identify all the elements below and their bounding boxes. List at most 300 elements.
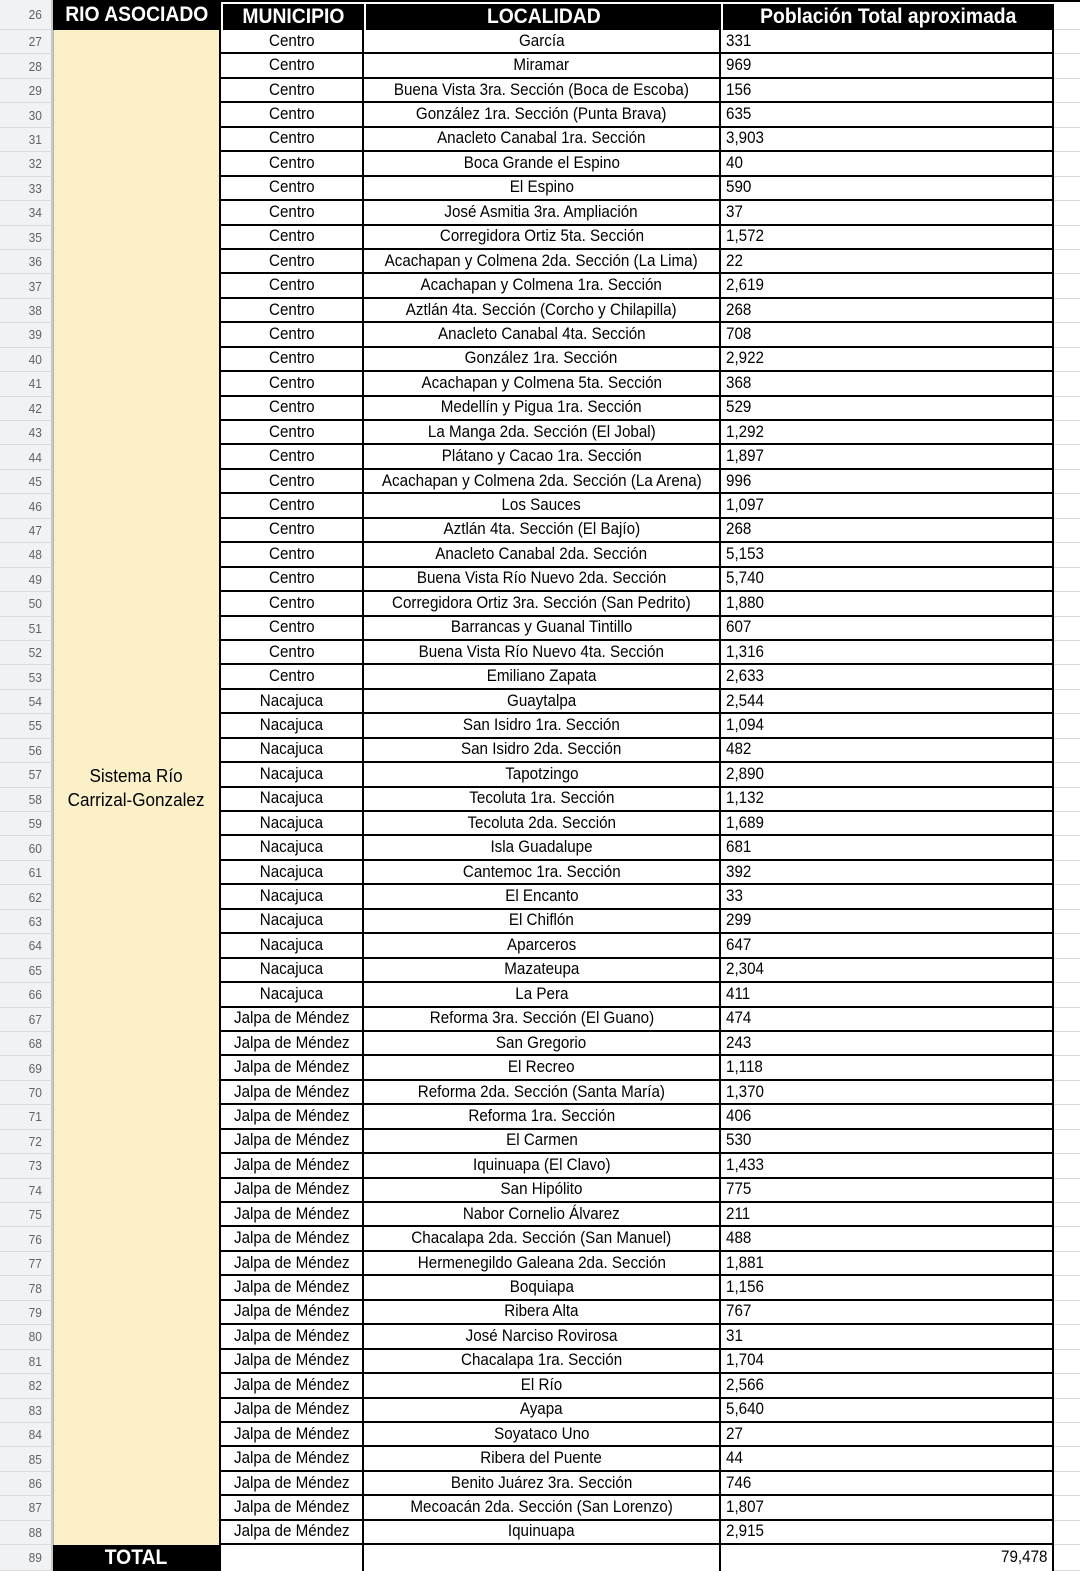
cell-municipio[interactable] — [221, 103, 364, 127]
cell-poblacion[interactable] — [721, 445, 1054, 469]
empty-cell — [1054, 1032, 1080, 1056]
cell-municipio[interactable] — [221, 1447, 364, 1471]
cell-poblacion[interactable] — [721, 1423, 1054, 1447]
row-header[interactable] — [0, 983, 53, 1007]
cell-municipio[interactable] — [221, 1227, 364, 1251]
cell-localidad[interactable] — [364, 494, 721, 518]
cell-municipio[interactable] — [221, 568, 364, 592]
cell-poblacion[interactable] — [721, 665, 1054, 689]
cell-localidad[interactable] — [364, 274, 721, 298]
cell-poblacion[interactable] — [721, 1399, 1054, 1423]
cell-poblacion-text: 5,640 — [726, 1400, 764, 1419]
cell-municipio[interactable] — [221, 348, 364, 372]
cell-poblacion[interactable] — [721, 519, 1054, 543]
row-header[interactable] — [0, 1399, 53, 1423]
cell-municipio[interactable] — [221, 861, 364, 885]
row-header[interactable] — [0, 836, 53, 860]
cell-poblacion[interactable] — [721, 1252, 1054, 1276]
row-header[interactable] — [0, 1325, 53, 1349]
cell-poblacion[interactable] — [721, 372, 1054, 396]
cell-localidad[interactable] — [364, 910, 721, 934]
column-header-municipio[interactable] — [221, 4, 364, 30]
cell-poblacion[interactable] — [721, 1105, 1054, 1129]
cell-localidad[interactable] — [364, 836, 721, 860]
cell-localidad[interactable] — [364, 30, 721, 54]
empty-cell[interactable] — [364, 1545, 721, 1571]
row-header[interactable] — [0, 372, 53, 396]
cell-municipio[interactable] — [221, 30, 364, 54]
cell-poblacion[interactable] — [721, 1521, 1054, 1545]
cell-poblacion[interactable] — [721, 568, 1054, 592]
row-header[interactable] — [0, 1447, 53, 1471]
row-header[interactable] — [0, 470, 53, 494]
cell-poblacion[interactable] — [721, 470, 1054, 494]
cell-poblacion[interactable] — [721, 274, 1054, 298]
cell-municipio[interactable] — [221, 250, 364, 274]
cell-localidad[interactable] — [364, 983, 721, 1007]
cell-poblacion[interactable] — [721, 959, 1054, 983]
cell-municipio[interactable] — [221, 274, 364, 298]
row-header[interactable] — [0, 177, 53, 201]
cell-localidad[interactable] — [364, 568, 721, 592]
cell-poblacion[interactable] — [721, 421, 1054, 445]
cell-poblacion[interactable] — [721, 739, 1054, 763]
cell-localidad[interactable] — [364, 201, 721, 225]
cell-rio-asociado-merged[interactable] — [53, 30, 221, 1545]
row-header-text: 46 — [28, 498, 42, 514]
row-header-text: 81 — [28, 1353, 42, 1369]
row-header[interactable] — [0, 1545, 53, 1571]
cell-localidad[interactable] — [364, 1521, 721, 1545]
row-header[interactable] — [0, 1081, 53, 1105]
cell-localidad[interactable] — [364, 1276, 721, 1300]
cell-localidad[interactable] — [364, 128, 721, 152]
row-header[interactable] — [0, 690, 53, 714]
cell-localidad[interactable] — [364, 665, 721, 689]
cell-municipio-text: Jalpa de Méndez — [233, 1400, 350, 1419]
row-header[interactable] — [0, 201, 53, 225]
cell-poblacion-text: 474 — [726, 1009, 752, 1028]
cell-localidad[interactable] — [364, 788, 721, 812]
cell-localidad[interactable] — [364, 226, 721, 250]
cell-localidad[interactable] — [364, 323, 721, 347]
row-header[interactable] — [0, 1301, 53, 1325]
cell-municipio-text: Nacajuca — [259, 740, 324, 759]
cell-poblacion-text: 31 — [726, 1326, 743, 1345]
cell-municipio[interactable] — [221, 323, 364, 347]
empty-cell[interactable] — [221, 1545, 364, 1571]
cell-localidad[interactable] — [364, 54, 721, 78]
cell-localidad[interactable] — [364, 641, 721, 665]
cell-localidad[interactable] — [364, 1008, 721, 1032]
cell-poblacion[interactable] — [721, 152, 1054, 176]
cell-localidad[interactable] — [364, 1252, 721, 1276]
cell-poblacion[interactable] — [721, 641, 1054, 665]
row-header[interactable] — [0, 714, 53, 738]
empty-cell — [1054, 1374, 1080, 1398]
row-header[interactable] — [0, 1276, 53, 1300]
cell-poblacion[interactable] — [721, 788, 1054, 812]
column-header-rio-asociado[interactable] — [53, 0, 221, 30]
row-header[interactable] — [0, 128, 53, 152]
cell-municipio[interactable] — [221, 226, 364, 250]
cell-municipio[interactable] — [221, 1301, 364, 1325]
cell-municipio[interactable] — [221, 739, 364, 763]
cell-localidad[interactable] — [364, 1130, 721, 1154]
cell-municipio[interactable] — [221, 910, 364, 934]
cell-municipio[interactable] — [221, 1521, 364, 1545]
cell-municipio[interactable] — [221, 470, 364, 494]
row-header[interactable] — [0, 1472, 53, 1496]
row-header-text: 61 — [28, 865, 42, 881]
row-header[interactable] — [0, 323, 53, 347]
cell-localidad-text: Emiliano Zapata — [486, 667, 597, 686]
cell-municipio[interactable] — [221, 519, 364, 543]
row-header[interactable] — [0, 568, 53, 592]
cell-poblacion[interactable] — [721, 714, 1054, 738]
cell-localidad[interactable] — [364, 1227, 721, 1251]
row-header[interactable] — [0, 1350, 53, 1374]
cell-municipio[interactable] — [221, 1203, 364, 1227]
row-header[interactable] — [0, 1179, 53, 1203]
cell-localidad[interactable] — [364, 372, 721, 396]
row-header[interactable] — [0, 1154, 53, 1178]
cell-localidad[interactable] — [364, 1374, 721, 1398]
cell-municipio[interactable] — [221, 201, 364, 225]
cell-localidad[interactable] — [364, 885, 721, 909]
row-header[interactable] — [0, 1130, 53, 1154]
cell-localidad[interactable] — [364, 1472, 721, 1496]
cell-municipio-text: Jalpa de Méndez — [233, 1058, 350, 1077]
cell-municipio-text: Jalpa de Méndez — [233, 1229, 350, 1248]
row-header[interactable] — [0, 665, 53, 689]
cell-poblacion-text: 156 — [726, 80, 752, 99]
row-header[interactable] — [0, 959, 53, 983]
cell-localidad-text: Buena Vista 3ra. Sección (Boca de Escoba) — [393, 80, 690, 99]
cell-poblacion[interactable] — [721, 323, 1054, 347]
cell-poblacion[interactable] — [721, 348, 1054, 372]
cell-municipio[interactable] — [221, 1374, 364, 1398]
row-header[interactable] — [0, 250, 53, 274]
cell-localidad[interactable] — [364, 763, 721, 787]
cell-municipio[interactable] — [221, 445, 364, 469]
cell-municipio[interactable] — [221, 1154, 364, 1178]
cell-poblacion[interactable] — [721, 592, 1054, 616]
cell-municipio[interactable] — [221, 885, 364, 909]
cell-localidad-text: Ribera Alta — [504, 1302, 579, 1321]
total-label-cell[interactable] — [53, 1545, 221, 1571]
cell-municipio[interactable] — [221, 1032, 364, 1056]
cell-municipio-text: Nacajuca — [259, 813, 324, 832]
row-header[interactable] — [0, 1008, 53, 1032]
cell-poblacion[interactable] — [721, 250, 1054, 274]
cell-municipio[interactable] — [221, 934, 364, 958]
cell-municipio[interactable] — [221, 1496, 364, 1520]
empty-cell — [1054, 226, 1080, 250]
cell-municipio[interactable] — [221, 592, 364, 616]
cell-poblacion[interactable] — [721, 1203, 1054, 1227]
row-header[interactable] — [0, 1252, 53, 1276]
cell-municipio[interactable] — [221, 1276, 364, 1300]
cell-localidad[interactable] — [364, 1105, 721, 1129]
column-header-poblacion[interactable] — [721, 4, 1054, 30]
cell-poblacion[interactable] — [721, 226, 1054, 250]
cell-municipio[interactable] — [221, 1399, 364, 1423]
cell-localidad[interactable] — [364, 103, 721, 127]
cell-poblacion[interactable] — [721, 1032, 1054, 1056]
cell-localidad[interactable] — [364, 1423, 721, 1447]
cell-localidad[interactable] — [364, 1056, 721, 1080]
cell-localidad[interactable] — [364, 714, 721, 738]
row-header[interactable] — [0, 1105, 53, 1129]
cell-municipio-text: Nacajuca — [259, 960, 324, 979]
cell-poblacion-text: 33 — [726, 887, 743, 906]
cell-poblacion[interactable] — [721, 836, 1054, 860]
row-header[interactable] — [0, 885, 53, 909]
cell-poblacion[interactable] — [721, 54, 1054, 78]
row-header[interactable] — [0, 79, 53, 103]
cell-municipio[interactable] — [221, 1105, 364, 1129]
cell-municipio[interactable] — [221, 494, 364, 518]
cell-municipio[interactable] — [221, 1008, 364, 1032]
row-header-text: 38 — [28, 303, 42, 319]
cell-localidad[interactable] — [364, 348, 721, 372]
cell-municipio[interactable] — [221, 641, 364, 665]
row-header[interactable] — [0, 103, 53, 127]
cell-localidad[interactable] — [364, 1447, 721, 1471]
cell-poblacion[interactable] — [721, 812, 1054, 836]
cell-poblacion[interactable] — [721, 1056, 1054, 1080]
cell-localidad[interactable] — [364, 543, 721, 567]
cell-localidad[interactable] — [364, 812, 721, 836]
cell-municipio[interactable] — [221, 1472, 364, 1496]
cell-localidad[interactable] — [364, 470, 721, 494]
row-header-text: 77 — [28, 1256, 42, 1272]
cell-municipio-text: Centro — [268, 422, 315, 441]
cell-poblacion[interactable] — [721, 910, 1054, 934]
total-value-cell[interactable] — [721, 1545, 1054, 1571]
cell-localidad[interactable] — [364, 299, 721, 323]
cell-localidad-text: Anacleto Canabal 2da. Sección — [435, 544, 648, 563]
cell-poblacion[interactable] — [721, 885, 1054, 909]
cell-localidad[interactable] — [364, 79, 721, 103]
cell-localidad[interactable] — [364, 152, 721, 176]
cell-localidad[interactable] — [364, 1081, 721, 1105]
column-header-localidad[interactable] — [364, 4, 721, 30]
cell-poblacion[interactable] — [721, 1496, 1054, 1520]
row-header[interactable] — [0, 445, 53, 469]
row-header-text: 80 — [28, 1329, 42, 1345]
cell-municipio[interactable] — [221, 1252, 364, 1276]
cell-municipio[interactable] — [221, 79, 364, 103]
row-header[interactable] — [0, 910, 53, 934]
empty-cell — [1054, 103, 1080, 127]
cell-localidad[interactable] — [364, 1301, 721, 1325]
row-header[interactable] — [0, 54, 53, 78]
row-header[interactable] — [0, 397, 53, 421]
cell-municipio[interactable] — [221, 397, 364, 421]
cell-municipio[interactable] — [221, 959, 364, 983]
cell-municipio[interactable] — [221, 763, 364, 787]
empty-cell — [1054, 201, 1080, 225]
row-header[interactable] — [0, 812, 53, 836]
cell-localidad[interactable] — [364, 592, 721, 616]
cell-poblacion[interactable] — [721, 1276, 1054, 1300]
cell-localidad[interactable] — [364, 1179, 721, 1203]
cell-poblacion[interactable] — [721, 494, 1054, 518]
cell-localidad[interactable] — [364, 934, 721, 958]
row-header[interactable] — [0, 421, 53, 445]
row-header[interactable] — [0, 788, 53, 812]
cell-poblacion[interactable] — [721, 1154, 1054, 1178]
cell-municipio[interactable] — [221, 1325, 364, 1349]
cell-poblacion[interactable] — [721, 861, 1054, 885]
cell-localidad[interactable] — [364, 1032, 721, 1056]
row-header[interactable] — [0, 934, 53, 958]
row-header[interactable] — [0, 274, 53, 298]
cell-municipio[interactable] — [221, 299, 364, 323]
row-header[interactable] — [0, 519, 53, 543]
cell-municipio[interactable] — [221, 690, 364, 714]
cell-localidad[interactable] — [364, 739, 721, 763]
cell-municipio-text: Centro — [268, 251, 315, 270]
cell-localidad[interactable] — [364, 177, 721, 201]
cell-municipio[interactable] — [221, 983, 364, 1007]
cell-municipio[interactable] — [221, 812, 364, 836]
cell-poblacion[interactable] — [721, 1008, 1054, 1032]
cell-municipio[interactable] — [221, 128, 364, 152]
cell-poblacion[interactable] — [721, 1301, 1054, 1325]
row-header[interactable] — [0, 152, 53, 176]
cell-poblacion[interactable] — [721, 30, 1054, 54]
cell-municipio-text: Centro — [268, 593, 315, 612]
cell-municipio[interactable] — [221, 665, 364, 689]
row-header[interactable] — [0, 494, 53, 518]
cell-localidad[interactable] — [364, 519, 721, 543]
cell-poblacion[interactable] — [721, 177, 1054, 201]
row-header[interactable] — [0, 543, 53, 567]
cell-localidad[interactable] — [364, 617, 721, 641]
cell-poblacion[interactable] — [721, 128, 1054, 152]
cell-poblacion[interactable] — [721, 1130, 1054, 1154]
row-header[interactable] — [0, 763, 53, 787]
cell-poblacion[interactable] — [721, 1374, 1054, 1398]
row-header[interactable] — [0, 592, 53, 616]
cell-municipio[interactable] — [221, 714, 364, 738]
cell-municipio-text: Centro — [268, 202, 315, 221]
empty-cell — [1054, 910, 1080, 934]
cell-municipio[interactable] — [221, 177, 364, 201]
cell-poblacion[interactable] — [721, 1350, 1054, 1374]
cell-municipio[interactable] — [221, 543, 364, 567]
cell-municipio-text: Centro — [268, 56, 315, 75]
cell-localidad[interactable] — [364, 1325, 721, 1349]
cell-localidad-text: Cantemoc 1ra. Sección — [462, 862, 621, 881]
row-header-text: 50 — [28, 596, 42, 612]
cell-localidad[interactable] — [364, 445, 721, 469]
cell-poblacion[interactable] — [721, 201, 1054, 225]
cell-localidad[interactable] — [364, 250, 721, 274]
row-header[interactable] — [0, 348, 53, 372]
row-header[interactable] — [0, 1032, 53, 1056]
cell-localidad[interactable] — [364, 397, 721, 421]
row-header[interactable] — [0, 1227, 53, 1251]
row-header[interactable] — [0, 861, 53, 885]
cell-municipio[interactable] — [221, 1130, 364, 1154]
cell-poblacion[interactable] — [721, 543, 1054, 567]
cell-municipio[interactable] — [221, 788, 364, 812]
cell-poblacion[interactable] — [721, 1179, 1054, 1203]
cell-municipio[interactable] — [221, 1350, 364, 1374]
cell-poblacion[interactable] — [721, 1447, 1054, 1471]
cell-poblacion[interactable] — [721, 983, 1054, 1007]
row-header[interactable] — [0, 739, 53, 763]
cell-localidad[interactable] — [364, 690, 721, 714]
row-header[interactable] — [0, 1423, 53, 1447]
cell-poblacion[interactable] — [721, 763, 1054, 787]
cell-municipio[interactable] — [221, 152, 364, 176]
row-header-text: 51 — [28, 620, 42, 636]
cell-poblacion[interactable] — [721, 1325, 1054, 1349]
row-header-text: 68 — [28, 1036, 42, 1052]
cell-municipio[interactable] — [221, 1423, 364, 1447]
cell-poblacion[interactable] — [721, 397, 1054, 421]
row-header[interactable] — [0, 1056, 53, 1080]
cell-municipio[interactable] — [221, 421, 364, 445]
row-header[interactable] — [0, 617, 53, 641]
cell-poblacion[interactable] — [721, 690, 1054, 714]
cell-localidad[interactable] — [364, 1496, 721, 1520]
row-header[interactable] — [0, 30, 53, 54]
cell-municipio-text: Jalpa de Méndez — [233, 1302, 350, 1321]
cell-municipio[interactable] — [221, 617, 364, 641]
cell-poblacion[interactable] — [721, 1227, 1054, 1251]
cell-localidad[interactable] — [364, 1350, 721, 1374]
cell-poblacion[interactable] — [721, 934, 1054, 958]
cell-localidad[interactable] — [364, 1203, 721, 1227]
cell-poblacion-text: 1,292 — [726, 422, 764, 441]
row-header[interactable] — [0, 1374, 53, 1398]
row-header[interactable] — [0, 641, 53, 665]
row-header-text: 88 — [28, 1524, 42, 1540]
cell-municipio[interactable] — [221, 54, 364, 78]
row-header[interactable] — [0, 299, 53, 323]
cell-municipio[interactable] — [221, 372, 364, 396]
cell-poblacion[interactable] — [721, 1472, 1054, 1496]
cell-municipio[interactable] — [221, 1056, 364, 1080]
cell-localidad[interactable] — [364, 1154, 721, 1178]
cell-localidad[interactable] — [364, 959, 721, 983]
cell-localidad[interactable] — [364, 421, 721, 445]
row-header[interactable] — [0, 1496, 53, 1520]
cell-municipio[interactable] — [221, 836, 364, 860]
row-header[interactable] — [0, 0, 53, 30]
row-header[interactable] — [0, 1203, 53, 1227]
cell-poblacion[interactable] — [721, 1081, 1054, 1105]
cell-localidad-text: Soyataco Uno — [493, 1424, 590, 1443]
cell-localidad[interactable] — [364, 1399, 721, 1423]
cell-poblacion[interactable] — [721, 617, 1054, 641]
cell-municipio[interactable] — [221, 1081, 364, 1105]
cell-municipio[interactable] — [221, 1179, 364, 1203]
cell-poblacion[interactable] — [721, 299, 1054, 323]
empty-cell — [1054, 690, 1080, 714]
row-header[interactable] — [0, 226, 53, 250]
cell-localidad[interactable] — [364, 861, 721, 885]
row-header[interactable] — [0, 1521, 53, 1545]
cell-poblacion[interactable] — [721, 103, 1054, 127]
cell-poblacion[interactable] — [721, 79, 1054, 103]
